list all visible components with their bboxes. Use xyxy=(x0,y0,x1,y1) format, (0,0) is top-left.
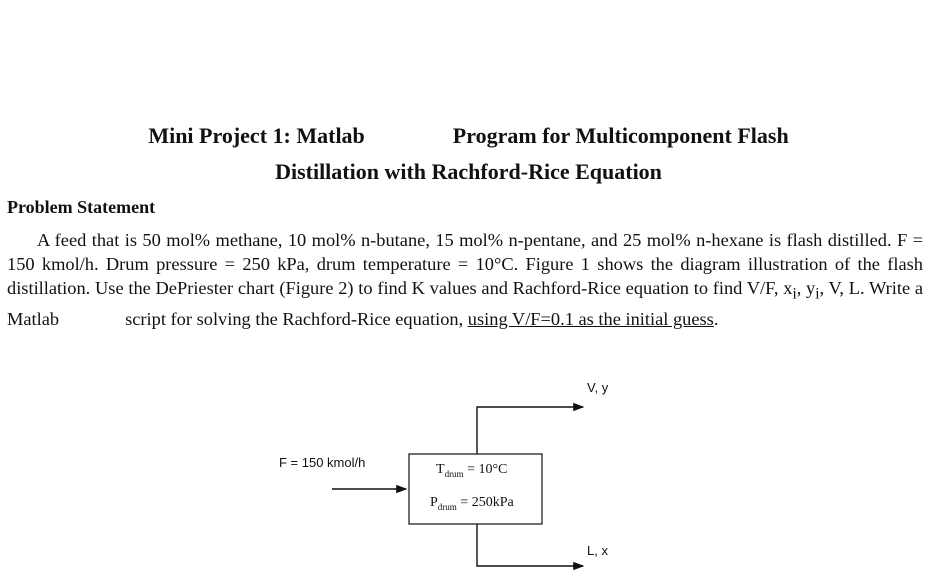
section-heading: Problem Statement xyxy=(7,197,156,217)
para-text-2: , y xyxy=(796,278,816,298)
para-end: . xyxy=(713,308,719,329)
title-part-2: Program for Multicomponent Flash xyxy=(452,123,789,148)
para-text-1: A feed that is 50 mol% methane, 10 mol% n-butane, 15 mol% n-pentane, and 25 mol% n-hexane is flash distilled. F = 150 kmol/h. Drum pressure = 250 kPa, drum temperature = 10°C. Figure 1 shows the diagram illustration of the flash distillation. Use the DePriester chart (Figure 2) to find K values and Rachford-Rice equation to find V/F, x xyxy=(7,230,923,298)
initial-guess-underlined: using V/F=0.1 as the initial guess xyxy=(467,308,714,329)
para-text-4: script for solving the Rachford-Rice equation, xyxy=(125,308,464,329)
vapor-arrow xyxy=(477,407,583,454)
drum-pressure: $P_{drum} = 250kPa$ xyxy=(430,495,514,512)
liquid-label: L, x xyxy=(587,543,608,558)
x-subscript: i xyxy=(792,285,797,303)
title-part-1: Mini Project 1: Matlab xyxy=(148,123,365,148)
feed-label: F = 150 kmol/h xyxy=(279,455,366,470)
liquid-arrow xyxy=(477,524,583,566)
title-line-2: Distillation with Rachford-Rice Equation xyxy=(275,159,662,184)
para-text-3: , V, L. Write a Matlab xyxy=(7,278,923,329)
vapor-label: V, y xyxy=(587,380,609,395)
y-subscript: i xyxy=(815,285,820,303)
drum-temperature: $T_{drum} = 10^\circ C$ xyxy=(436,462,508,479)
